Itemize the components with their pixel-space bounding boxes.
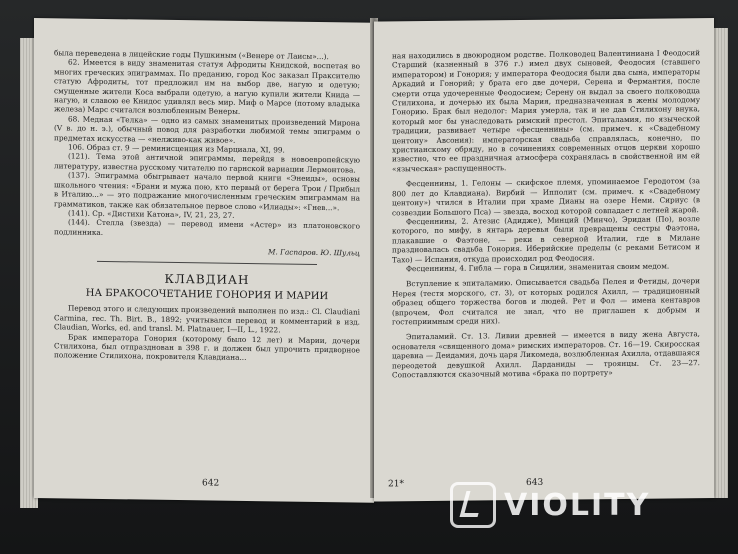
section-subheading: НА БРАКОСОЧЕТАНИЕ ГОНОРИЯ И МАРИИ [85, 287, 329, 303]
right-page-text [392, 48, 700, 380]
left-line: (141). Ср. «Дистихи Катона», IV, 21, 23, 27. [68, 208, 235, 220]
right-line: Вступление к эпиталамию. Описывается свадьба Пелея и Фетиды, дочери Нерея (тестя морского, ст. 3), от которых родился Ахилл, — традиционный образец общего торжества богов и людей. Рет и Фол — имена кентавров (впрочем, Фол считался не знал, что не приглашен к добрым и гостеприимным среди них). [392, 276, 700, 327]
violity-logo-icon [450, 482, 496, 528]
left-line: (137). Эпиграмма обыгрывает начало первой книги «Энеиды», основы школьного чтения: «Брани и мужа пою, кто первый от берега Трои / Прибыл в Италию...» — это подражание многочисленным греческим эпиграммам на грамматиков, также как обязательное первое слово «Илиады»: «Гнев...». [54, 170, 360, 212]
right-page [374, 18, 714, 502]
left-line: 62. Имеется в виду знаменитая статуя Афродиты Книдской, воспетая во многих греческих эпиграммах. По преданию, город Кос заказал Праксителю статую Афродиты, тот предложил им на выбор две, нагую и одетую; смущенные жители Коса выбрали одетую, а нагую купили жители Книда — нагую, и славою ее Книдос удивлял весь мир. Миф о Марсе (потому владыка железа) Марс считался возлюбленным Венеры. [54, 57, 360, 117]
watermark-text: VIOLITY [504, 487, 651, 523]
right-page-stack [712, 28, 728, 498]
author-signature: М. Гаспаров. Ю. Шульц [268, 247, 360, 258]
left-page-text [54, 48, 360, 364]
right-line: Фесценнины, 1. Гелоны — скифское племя, упоминаемое Геродотом (за 800 лет до Клавдиана). Вирбий — Ипполит (см. примеч. к «Свадебному центону») чтился в Италии при храме Дианы на озере Неми. Сириус (в созвездии Большого Пса) — звезда, восход которой совпадает с летней жарой. [392, 176, 700, 217]
left-line: (144). Стелла (звезда) — перевод имени «Астер» из платоновского подлинника. [54, 217, 360, 237]
signature-mark: 21* [388, 479, 404, 490]
left-line: 106. Образ ст. 9 — реминисценция из Марциала, XI, 99. [68, 142, 285, 155]
left-line: Брак императора Гонория (которому было 12 лет) и Марии, дочери Стилихона, был отпразднован в 398 г. и должен был упрочить придворное положение Стилихона, покровителя Клавдиана... [54, 332, 360, 363]
left-page [34, 18, 374, 503]
page-number: 642 [202, 478, 220, 489]
left-line: 68. Медная «Телка» — одно из самых знаменитых произведений Мирона (V в. до н. э.), обычный повод для разработки любимой темы эпиграмм о предметах искусства — «нелживо-как живое». [54, 114, 360, 145]
open-book [16, 8, 728, 544]
right-line: Фесценнины, 2. Атезис (Адидже), Минций (Минчо), Эридан (По), возле которого, по мифу, в янтарь деревья были превращены сестры Фаэтона, плакавшие о Фаэтоне, — реки в северной Италии, где в Милане праздновалась свадьба Гонория. Иберийские пределы (с реками Бетисом и Тахо) — Испания, откуда происходил род Феодосия. [392, 214, 700, 264]
left-line: Перевод этого и следующих произведений выполнен по изд.: Cl. Claudiani Carmina, rec. Th. Birt. B., 1892; учитывался перевод и комментарий в изд. Claudian, Works, ed. and transl. M. Platnauer, I—II, L., 1922. [54, 303, 360, 335]
left-line: была переведена в лицейские годы Пушкиным («Венере от Лаисы»...). [54, 48, 329, 62]
section-divider [97, 260, 317, 264]
right-line: Фесценнины, 4. Гибла — гора в Сицилии, знаменитая своим медом. [406, 261, 670, 274]
section-heading: КЛАВДИАН [164, 271, 250, 287]
page-number: 643 [526, 477, 544, 488]
right-line: Эпиталамий. Ст. 13. Ливии древней — имеется в виду жена Августа, основателя «священного дома» римских императоров. Ст. 16—19. Скиросская царевна — Деидамия, дочь царя Ликомеда, возлюбленная Ахилла, отдавшаяся переодетой девушкой Ахилл. Дарданиды — троянцы. Ст. 23—27. Сопоставляются сказочный мотива «брака по портрету» [392, 329, 700, 380]
watermark [450, 482, 650, 528]
left-line: (121). Тема этой античной эпиграммы, перейдя в новоевропейскую литературу, известна русскому читателю по гарнской вариации Лермонтова. [54, 151, 360, 175]
right-line: ная находились в двоюродном родстве. Полководец Валентиниана I Феодосий Старший (казненный в 376 г.) имел двух сыновей, Феодосия (ставшего императором) и Гонория; у императора Феодосия были два сына, императоры Аркадий и Гонорий; у брата его две дочери, Серена и Фермантия, после смерти отца удочеренные Феодосием; Серену он выдал за своего полководца Стилихона, и дочерью их была Мария, предназначенная в жены молодому Гонорию. Брак был недолог: Мария умерла, так и не дав Стилихону внука, который мог бы унаследовать римский престол. Эпиталамия, по языческой традиции, развивает четыре «фесценнины» (см. примеч. к «Свадебному центону» Авсония): императорская свадьба справлялась, конечно, по христианскому обряду, но в сочинениях современных отцов церкви хорошо известно, что ее праздничная атмосфера сохранялась в свойственной им ей «языческая» распущенность. [392, 48, 700, 174]
